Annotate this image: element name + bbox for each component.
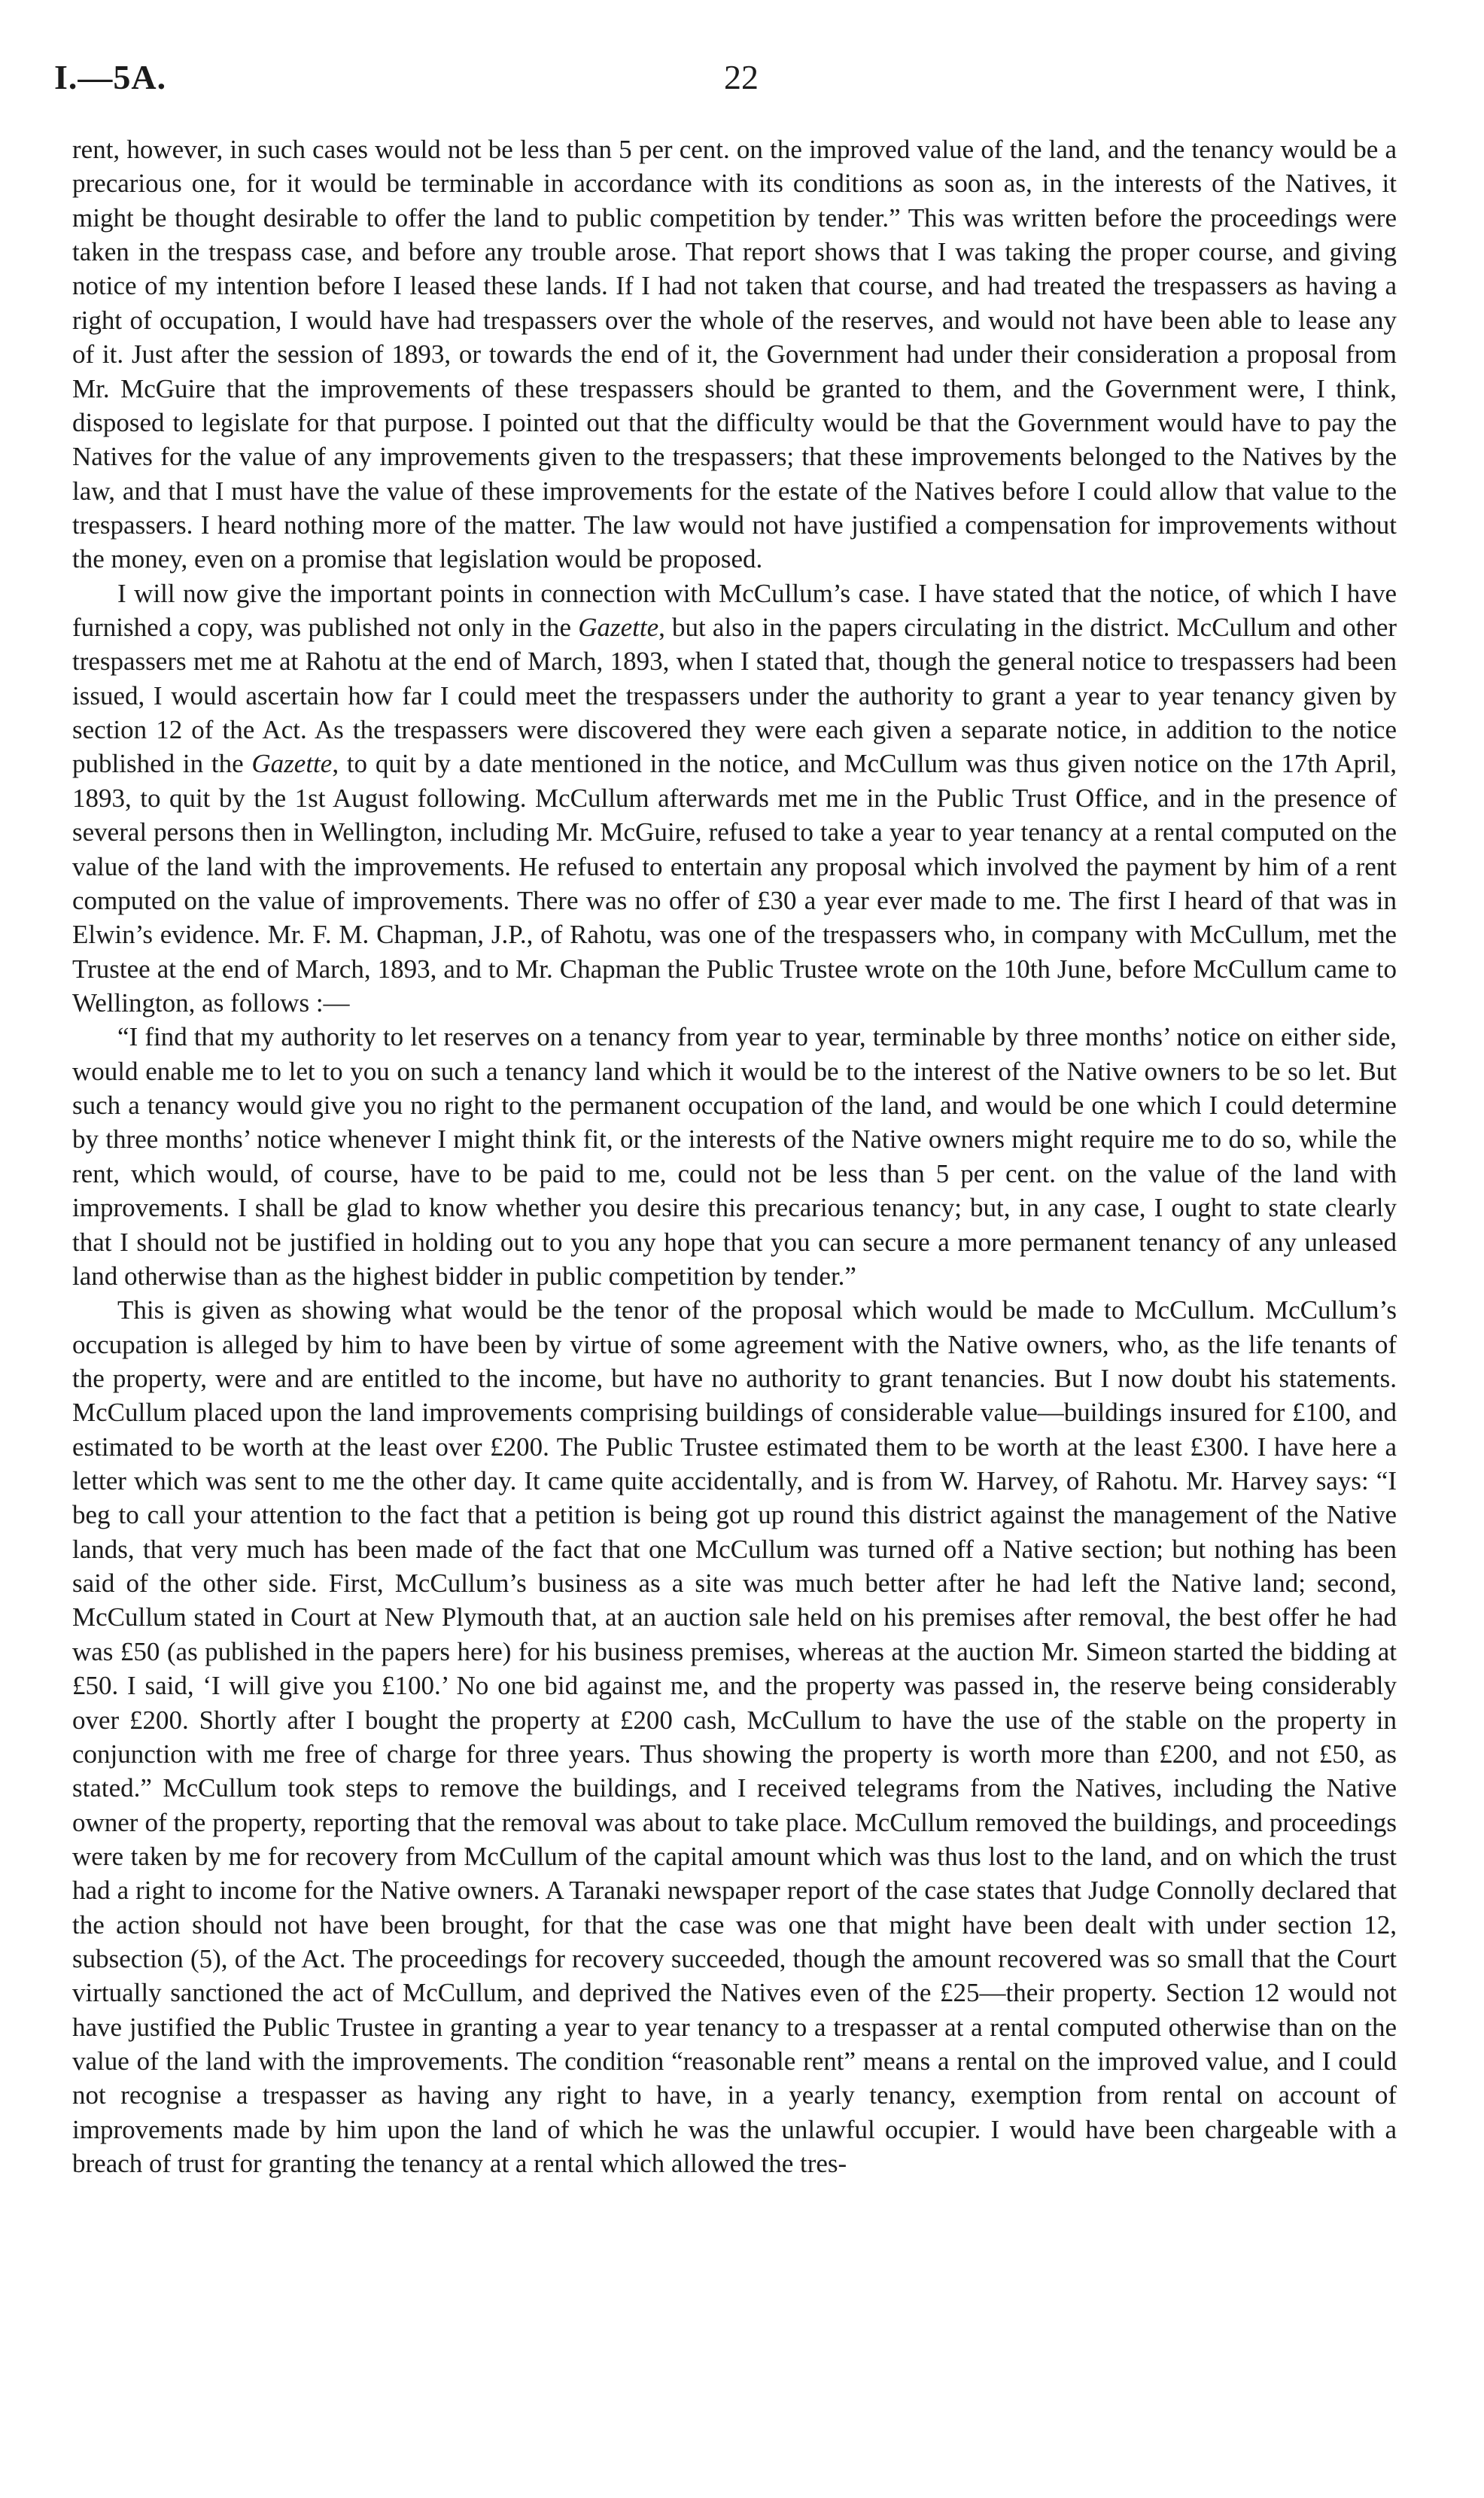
paragraph-tenor-of-proposal: This is given as showing what would be the tenor of the proposal which would be made to McCullum. McCullum’s occupation is alleged by him to have been by virtue of some agreement with the Native owners, who, as the life tenants of the property, were and are entitled to the income, but have no authority to grant tenancies. But I now doubt his statements. McCullum placed upon the land improvements comprising buildings of considerable value—buildings insured for £100, and estimated to be worth at the least over £200. The Public Trustee estimated them to be worth at the least £300. I have here a letter which was sent to me the other day. It came quite accidentally, and is from W. Harvey, of Rahotu. Mr. Harvey says: “I beg to call your attention to the fact that a petition is being got up round this district against the management of the Native lands, that very much has been made of the fact that one McCullum was turned off a Native section; but nothing has been said of the other side. First, McCullum’s business as a site was much better after he had left the Native land; second, McCullum stated in Court at New Plymouth that, at an auction sale held on his premises after removal, the best offer he had was £50 (as published in the papers here) for his business premises, whereas at the auction Mr. Simeon started the bidding at £50. I said, ‘I will give you £100.’ No one bid against me, and the property was passed in, the reserve being considerably over £200. Shortly after I bought the property at £200 cash, McCullum to have the use of the stable on the property in conjunction with me free of charge for three years. Thus showing the property is worth more than £200, and not £50, as stated.” McCullum took steps to remove the buildings, and I received telegrams from the Natives, including the Native owner of the property, reporting that the removal was about to take place. McCullum removed the buildings, and proceedings were taken by me for recovery from McCullum of the capital amount which was thus lost to the land, and on which the trust had a right to income for the Native owners. A Taranaki newspaper report of the case states that Judge Connolly declared that the action should not have been brought, for that the case was one that might have been dealt with under section 12, subsection (5), of the Act. The proceedings for recovery succeeded, though the amount recovered was so small that the Court virtually sanctioned the act of McCullum, and deprived the Natives even of the £25—their property. Section 12 would not have justified the Public Trustee in granting a year to year tenancy to a trespasser at a rental computed otherwise than on the value of the land with the improvements. The condition “reasonable rent” means a rental on the improved value, and I could not recognise a trespasser as having any right to have, in a yearly tenancy, exemption from rental on account of improvements made by him upon the land of which he was the unlawful occupier. I would have been chargeable with a breach of trust for granting the tenancy at a rental which allowed the tres- [72,1295,1397,2179]
gazette-title: Gazette [251,749,333,779]
paragraph-quoted-letter: “I find that my authority to let reserves on a tenancy from year to year, terminable by three months’ notice on either side, would enable me to let to you on such a tenancy land which it would be to the interest of the Native owners to be so let. But such a tenancy would give you no right to the permanent occupation of the land, and would be one which I could determine by three months’ notice whenever I might think fit, or the interests of the Native owners might require me to do so, while the rent, which would, of course, have to be paid to me, could not be less than 5 per cent. on the value of the land with improvements. I shall be glad to know whether you desire this precarious tenancy; but, in any case, I ought to state clearly that I should not be justified in holding out to you any hope that you can secure a more permanent tenancy of any unleased land otherwise than as the highest bidder in public competition by tender.” [72,1022,1397,1291]
gazette-title: Gazette [578,613,659,643]
paragraph-mccullum-case: I will now give the important points in connection with McCullum’s case. I have stated that the notice, of which I have furnished a copy, was published not only in the Gazette, but also in the papers circulating in the district. McCullum and other trespassers met me at Rahotu at the end of March, 1893, when I stated that, though the general notice to trespassers had been issued, I would ascertain how far I could meet the trespassers under the authority to grant a year to year tenancy given by section 12 of the Act. As the trespassers were discovered they were each given a separate notice, in addition to the notice published in the Gazette, to quit by a date mentioned in the notice, and McCullum was thus given notice on the 17th April, 1893, to quit by the 1st August following. McCullum afterwards met me in the Public Trust Office, and in the presence of several persons then in Wellington, including Mr. McGuire, refused to take a year to year tenancy at a rental computed on the value of the land with the improvements. He refused to entertain any proposal which involved the payment by him of a rent computed on the value of improvements. There was no offer of £30 a year ever made to me. The first I heard of that was in Elwin’s evidence. Mr. F. M. Chapman, J.P., of Rahotu, was one of the trespassers who, in company with McCullum, met the Trustee at the end of March, 1893, and to Mr. Chapman the Public Trustee wrote on the 10th June, before McCullum came to Wellington, as follows :— [72,578,1397,1018]
body-text [72,132,1397,2181]
document-reference: I.—5A. [54,58,167,96]
paragraph-continuation: rent, however, in such cases would not be less than 5 per cent. on the improved value of the land, and the tenancy would be a precarious one, for it would be terminable in accordance with its conditions as soon as, in the interests of the Natives, it might be thought desirable to offer the land to public competition by tender.” This was written before the proceedings were taken in the trespass case, and before any trouble arose. That report shows that I was taking the proper course, and giving notice of my intention before I leased these lands. If I had not taken that course, and had treated the trespassers as having a right of occupation, I would have had trespassers over the whole of the reserves, and would not have been able to lease any of it. Just after the session of 1893, or towards the end of it, the Government had under their consideration a proposal from Mr. McGuire that the improvements of these trespassers should be granted to them, and the Government were, I think, disposed to legislate for that purpose. I pointed out that the difficulty would be that the Government would have to pay the Natives for the value of any improvements given to the trespassers; that these improvements belonged to the Natives by the law, and that I must have the value of these improvements for the estate of the Natives before I could allow that value to the trespassers. I heard nothing more of the matter. The law would not have justified a compensation for improvements without the money, even on a promise that legislation would be proposed. [72,135,1397,574]
page-number: 22 [724,58,759,96]
